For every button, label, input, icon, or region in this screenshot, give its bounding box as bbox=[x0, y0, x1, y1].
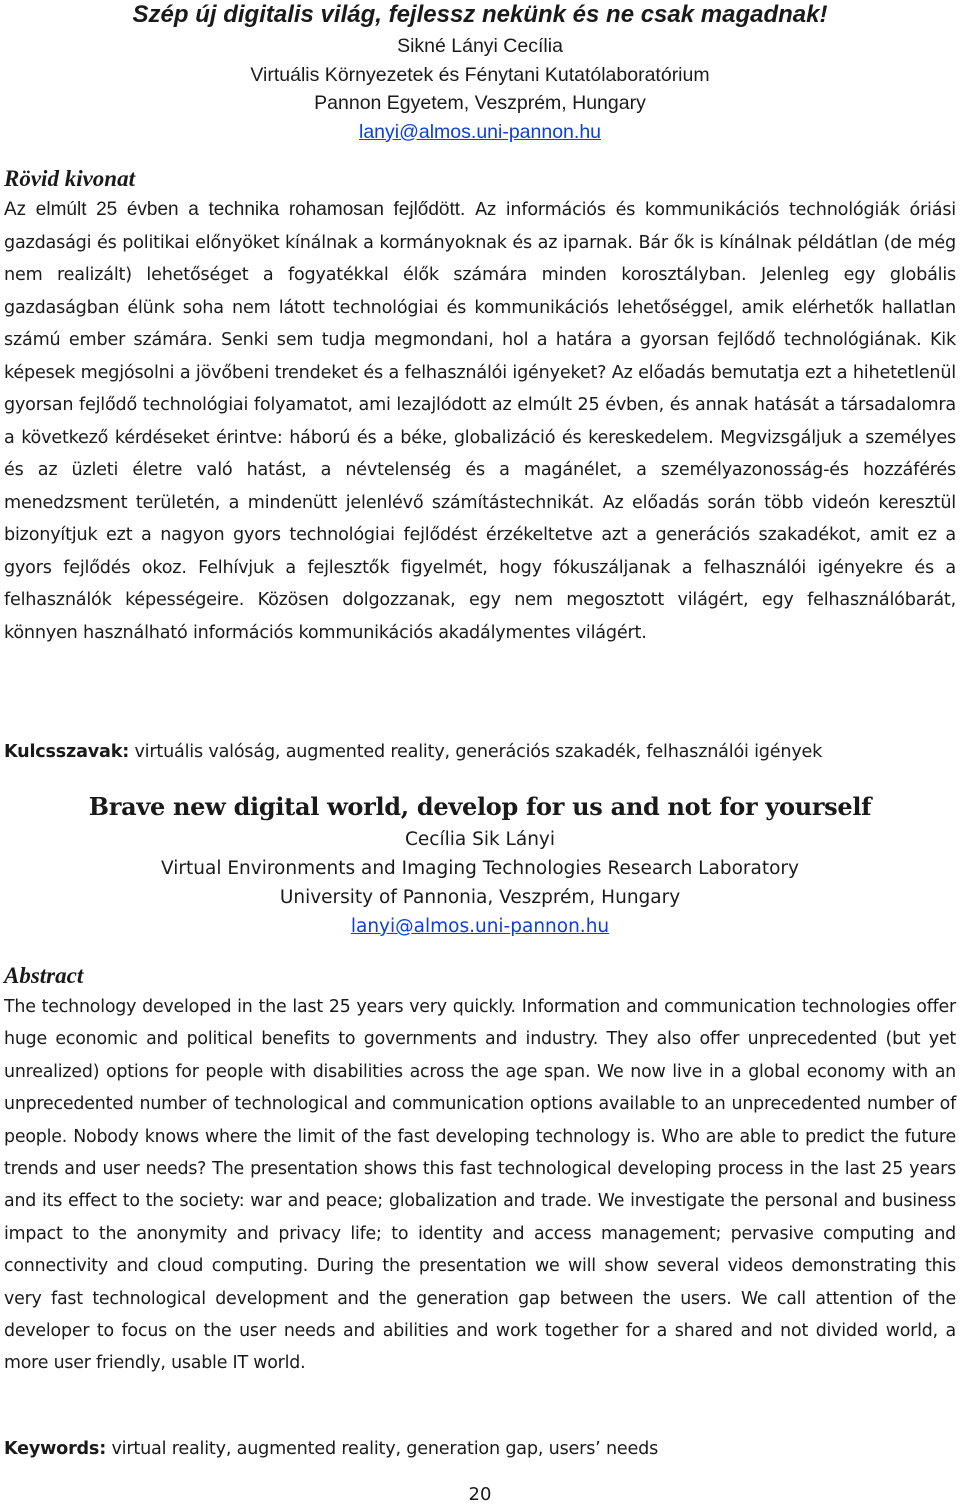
hu-abstract-text: Az információs és kommunikációs technológiák óriási gazdasági és politikai előnyöket kínálnak a kormányoknak és az iparnak. Bár ők is kínálnak példátlan (de még nem realizált) lehetőséget a fogyatékkal élők számára minden korosztályban. Jelenleg egy globális gazdaságban élünk soha nem látott technológiai és kommunikációs lehetőséggel, amik elérhetők hallatlan számú ember számára. Senki sem tudja megmondani, hol a határa a gyorsan fejlődő technológiának. Kik képesek megjósolni a jövőbeni trendeket és a felhasználói igényeket? Az előadás bemutatja ezt a hihetetlenül gyorsan fejlődő technológiai folyamatot, ami lezajlódott az elmúlt 25 évben, és annak hatását a társadalomra a következő kérdéseket érintve: háború és a béke, globalizáció és kereskedelem. Megvizsgáljuk a személyes és az üzleti életre való hatást, a névtelenség és a magánélet, a személyazonosság-és hozzáférés menedzsment területén, a mindenütt jelenlévő számítástechnikát. Az előadás során több videón keresztül bizonyítjuk ezt a nagyon gyors technológiai fejlődést érzékeltetve azt a generációs szakadékot, amit ez a gyors fejlődés okoz. Felhívjuk a fejlesztők figyelmét, hogy fókuszáljanak a felhasználói igényekre és a felhasználók képességeire. Közösen dolgozzanak, egy nem megosztott világért, egy felhasználóbarát, könnyen használható információs kommunikációs akadálymentes világért. bbox=[4, 200, 956, 643]
hu-title: Szép új digitalis világ, fejlessz nekünk és ne csak magadnak! bbox=[132, 1, 828, 28]
hu-email-link[interactable]: lanyi@almos.uni-pannon.hu bbox=[358, 120, 602, 143]
en-keywords-label: Keywords: bbox=[4, 1439, 107, 1459]
hu-header bbox=[4, 0, 956, 146]
hu-keywords-text: virtuális valóság, augmented reality, generációs szakadék, felhasználói igények bbox=[134, 742, 823, 762]
en-keywords bbox=[4, 1434, 956, 1464]
en-keywords-text: virtual reality, augmented reality, generation gap, users’ needs bbox=[111, 1439, 659, 1459]
hu-university: Pannon Egyetem, Veszprém, Hungary bbox=[314, 92, 646, 114]
hu-abstract-paragraph bbox=[4, 194, 956, 649]
en-header bbox=[4, 791, 956, 941]
hu-lab: Virtuális Környezetek és Fénytani Kutatólaboratórium bbox=[250, 63, 710, 86]
en-title: Brave new digital world, develop for us and not for yourself bbox=[88, 792, 872, 821]
en-abstract-heading: Abstract bbox=[4, 963, 84, 988]
en-abstract-paragraph: The technology developed in the last 25 years very quickly. Information and communication technologies offer huge economic and political benefits to governments and industry. They also offer unprecedented (but yet unrealized) options for people with disabilities across the age span. We now live in a global economy with an unprecedented number of technological and communication options available to an unprecedented number of people. Nobody knows where the limit of the fast developing technology is. Who are able to predict the future trends and user needs? The presentation shows this fast technological developing process in the last 25 years and its effect to the society: war and peace; globalization and trade. We investigate the personal and business impact to the anonymity and privacy life; to identity and access management; pervasive computing and connectivity and cloud computing. During the presentation we will show several videos demonstrating this very fast technological development and the generation gap between the users. We call attention of the developer to focus on the user needs and abilities and work together for a shared and not divided world, a more user friendly, usable IT world. bbox=[4, 997, 956, 1374]
hu-abstract-lead: Az elmúlt 25 évben a technika rohamosan fejlődött. bbox=[4, 199, 466, 220]
en-lab: Virtual Environments and Imaging Technologies Research Laboratory bbox=[161, 858, 799, 879]
en-university: University of Pannonia, Veszprém, Hungary bbox=[279, 887, 681, 908]
hu-abstract-heading: Rövid kivonat bbox=[4, 166, 135, 191]
en-email-link[interactable]: lanyi@almos.uni-pannon.hu bbox=[350, 916, 610, 937]
en-author: Cecília Sik Lányi bbox=[404, 829, 556, 850]
page-number: 20 bbox=[468, 1484, 492, 1505]
hu-keywords bbox=[4, 737, 956, 767]
hu-keywords-label: Kulcsszavak: bbox=[4, 742, 130, 762]
hu-author: Sikné Lányi Cecília bbox=[397, 35, 563, 57]
